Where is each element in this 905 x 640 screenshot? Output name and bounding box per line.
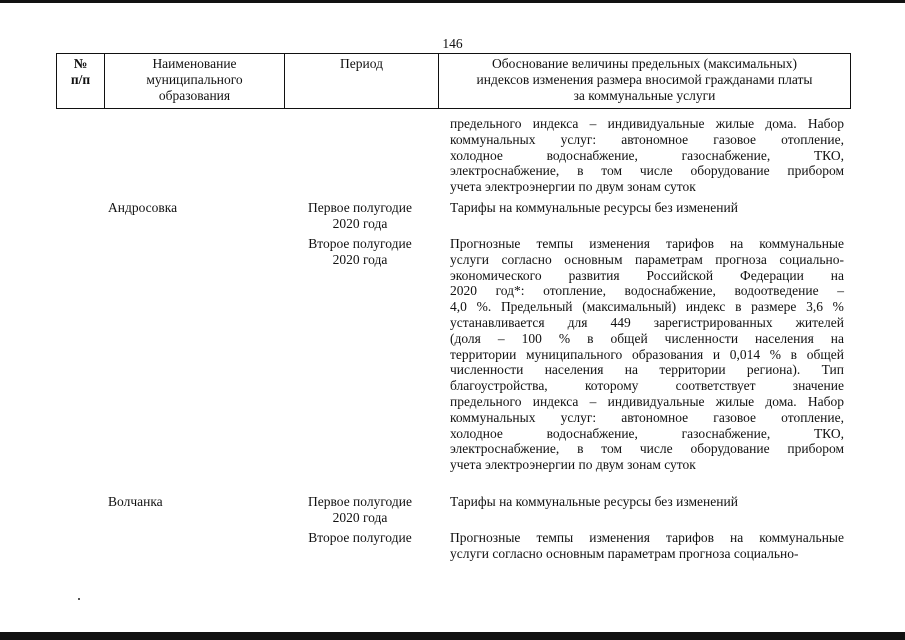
period-first-half-androsovka: Первое полугодие 2020 года bbox=[308, 200, 412, 231]
word: индекс bbox=[685, 299, 726, 315]
page-number: 146 bbox=[442, 36, 463, 51]
word: автономное bbox=[621, 409, 689, 425]
word: услуг: bbox=[560, 409, 597, 425]
word: 4,0 bbox=[450, 299, 467, 315]
word: изменения bbox=[589, 530, 650, 545]
word: % bbox=[832, 299, 844, 315]
period-second-half-androsovka: Второе полугодие 2020 года bbox=[308, 236, 412, 267]
word: основным bbox=[564, 251, 623, 267]
header-justification-column: Обоснование величины предельных (максимальных) индексов изменения размера вносимой гражданами платы за коммунальные услуги bbox=[438, 53, 851, 108]
header-municipality-column: Наименование муниципального образования bbox=[104, 53, 284, 108]
word: на bbox=[730, 530, 744, 545]
word: территории bbox=[659, 362, 726, 378]
word: автономное bbox=[621, 131, 689, 147]
text-first-half-androsovka: Тарифы на коммунальные ресурсы без изменений bbox=[450, 200, 738, 215]
word: 3,6 bbox=[806, 299, 823, 315]
word: устанавливается bbox=[450, 314, 545, 330]
word: численности bbox=[450, 362, 524, 378]
word: населения bbox=[755, 330, 814, 346]
word: тарифов bbox=[666, 236, 714, 251]
word: Набор bbox=[807, 393, 844, 409]
word: численности bbox=[664, 330, 739, 346]
continuation-text: предельного индекса – индивидуальные жилые дома. Набор коммунальных услуг: автономное газовое отопление, холодное водоснабжение, газоснабжение, ТКО, электроснабжение, в том числе оборудование прибором учета электроэнергии по двум зонам суток bbox=[450, 116, 844, 195]
word: Предельный bbox=[500, 299, 573, 315]
word: экономического bbox=[450, 267, 542, 283]
word: значение bbox=[792, 378, 844, 394]
word: изменения bbox=[589, 236, 650, 251]
word: коммунальные bbox=[759, 530, 844, 545]
word: жилые bbox=[715, 393, 755, 409]
word: и bbox=[712, 346, 721, 362]
word: отопление, bbox=[781, 131, 844, 147]
word: том bbox=[601, 163, 623, 179]
word: Тип bbox=[821, 362, 844, 378]
word: газовое bbox=[713, 409, 757, 425]
word: – bbox=[837, 283, 844, 299]
municipality-androsovka: Андросовка bbox=[108, 200, 178, 215]
scan-top-edge bbox=[0, 0, 905, 3]
word: – bbox=[589, 393, 597, 409]
word: параметрам bbox=[634, 251, 703, 267]
word: муниципального bbox=[525, 346, 623, 362]
word: региона). bbox=[746, 362, 801, 378]
municipality-volchanka: Волчанка bbox=[108, 494, 163, 509]
word: которому bbox=[584, 378, 639, 394]
word: территории bbox=[450, 346, 517, 362]
text-second-half-volchanka: Прогнозные темпы изменения тарифов на коммунальные услуги согласно основным параметрам прогноза социально- bbox=[450, 530, 844, 561]
word: (доля bbox=[450, 330, 481, 346]
table-header bbox=[56, 53, 851, 109]
word: %. bbox=[476, 299, 492, 315]
word: (максимальный) bbox=[582, 299, 677, 315]
scan-speck bbox=[78, 598, 80, 600]
word: в bbox=[735, 299, 742, 315]
word: на bbox=[830, 330, 844, 346]
word: газовое bbox=[713, 131, 757, 147]
word: дома. bbox=[765, 116, 797, 131]
word: социально- bbox=[779, 251, 844, 267]
word: индекса bbox=[532, 393, 579, 409]
text-second-half-androsovka: Прогнозные темпы изменения тарифов на коммунальные услуги согласно основным параметрам прогноза социально- экономического развития Российской Федерации на 2020 год*: отопление, водоснабжение, водоотведение – 4,0 %. Предельный (максимальный) индекс в размере 3,6 % устанавливается для 449 зарегистрированных жителей (доля – 100 % в общей численности населения на территории муниципального образования и 0,014 % в общей численности населения на территории региона). Тип благоустройства, которому соответствует значение предельного индекса – индивидуальные жилые дома. Набор коммунальных услуг: автономное газовое отопление, холодное водоснабжение, газоснабжение, ТКО, электроснабжение, в том числе оборудование прибором учета электроэнергии по двум зонам суток bbox=[450, 236, 844, 473]
word: водоотведение bbox=[734, 283, 819, 299]
word: на bbox=[730, 236, 744, 251]
word: согласно bbox=[501, 251, 552, 267]
word: – bbox=[497, 330, 505, 346]
word: коммунальных bbox=[450, 409, 536, 425]
word: числе bbox=[639, 441, 673, 457]
word: – bbox=[589, 116, 597, 131]
word: год*: bbox=[495, 283, 525, 299]
word: Прогнозные bbox=[450, 236, 521, 251]
text-first-half-volchanka: Тарифы на коммунальные ресурсы без изменений bbox=[450, 494, 738, 509]
word: населения bbox=[544, 362, 604, 378]
word: 449 bbox=[610, 314, 631, 330]
word: индивидуальные bbox=[607, 116, 705, 131]
word: тарифов bbox=[666, 530, 714, 545]
word: жителей bbox=[795, 314, 844, 330]
word: коммунальных bbox=[450, 131, 536, 147]
period-second-half-volchanka: Второе полугодие bbox=[308, 530, 412, 545]
word: размере bbox=[751, 299, 797, 315]
word: темпы bbox=[536, 236, 574, 251]
word: 100 bbox=[521, 330, 542, 346]
word: % bbox=[558, 330, 571, 346]
header-bottom-border bbox=[56, 108, 851, 109]
word: на bbox=[624, 362, 638, 378]
word: ТКО, bbox=[813, 425, 844, 441]
word: газоснабжение, bbox=[681, 425, 771, 441]
word: в bbox=[577, 163, 584, 179]
word: холодное bbox=[450, 147, 503, 163]
word: в bbox=[577, 441, 584, 457]
word: соответствует bbox=[675, 378, 756, 394]
word: прибором bbox=[787, 163, 844, 179]
word: % bbox=[769, 346, 782, 362]
word: 2020 bbox=[450, 283, 477, 299]
word: услуги bbox=[450, 251, 489, 267]
word: темпы bbox=[536, 530, 574, 545]
word: водоснабжение, bbox=[546, 147, 638, 163]
word: холодное bbox=[450, 425, 503, 441]
word: том bbox=[601, 441, 623, 457]
word: дома. bbox=[765, 393, 797, 409]
word: числе bbox=[639, 163, 673, 179]
word: электроснабжение, bbox=[450, 163, 560, 179]
word: прибором bbox=[787, 441, 844, 457]
word: на bbox=[830, 267, 844, 283]
word: отопление, bbox=[781, 409, 844, 425]
word: Российской bbox=[646, 267, 714, 283]
word: зарегистрированных bbox=[653, 314, 773, 330]
word: коммунальные bbox=[759, 236, 844, 251]
word: общей bbox=[806, 346, 844, 362]
word: газоснабжение, bbox=[681, 147, 771, 163]
word: в bbox=[790, 346, 798, 362]
word: водоснабжение, bbox=[546, 425, 638, 441]
word: благоустройства, bbox=[450, 378, 548, 394]
word: 0,014 bbox=[729, 346, 761, 362]
scan-bottom-edge bbox=[0, 632, 905, 640]
word: Прогнозные bbox=[450, 530, 521, 545]
header-period-column: Период bbox=[284, 53, 438, 108]
word: развития bbox=[568, 267, 620, 283]
period-first-half-volchanka: Первое полугодие 2020 года bbox=[308, 494, 412, 525]
word: в bbox=[587, 330, 594, 346]
header-number-column: № п/п bbox=[56, 53, 104, 108]
word: электроснабжение, bbox=[450, 441, 560, 457]
word: оборудование bbox=[690, 441, 770, 457]
word: водоснабжение, bbox=[624, 283, 716, 299]
word: ТКО, bbox=[813, 147, 844, 163]
word: оборудование bbox=[690, 163, 770, 179]
word: Федерации bbox=[740, 267, 804, 283]
word: индивидуальные bbox=[607, 393, 705, 409]
word: образования bbox=[631, 346, 704, 362]
word: прогноза bbox=[715, 251, 767, 267]
word: Набор bbox=[807, 116, 844, 131]
word: предельного bbox=[450, 393, 522, 409]
word: общей bbox=[610, 330, 648, 346]
word: предельного bbox=[450, 116, 522, 131]
word: услуг: bbox=[560, 131, 597, 147]
word: жилые bbox=[715, 116, 755, 131]
word: индекса bbox=[532, 116, 579, 131]
word: для bbox=[567, 314, 588, 330]
word: отопление, bbox=[543, 283, 606, 299]
